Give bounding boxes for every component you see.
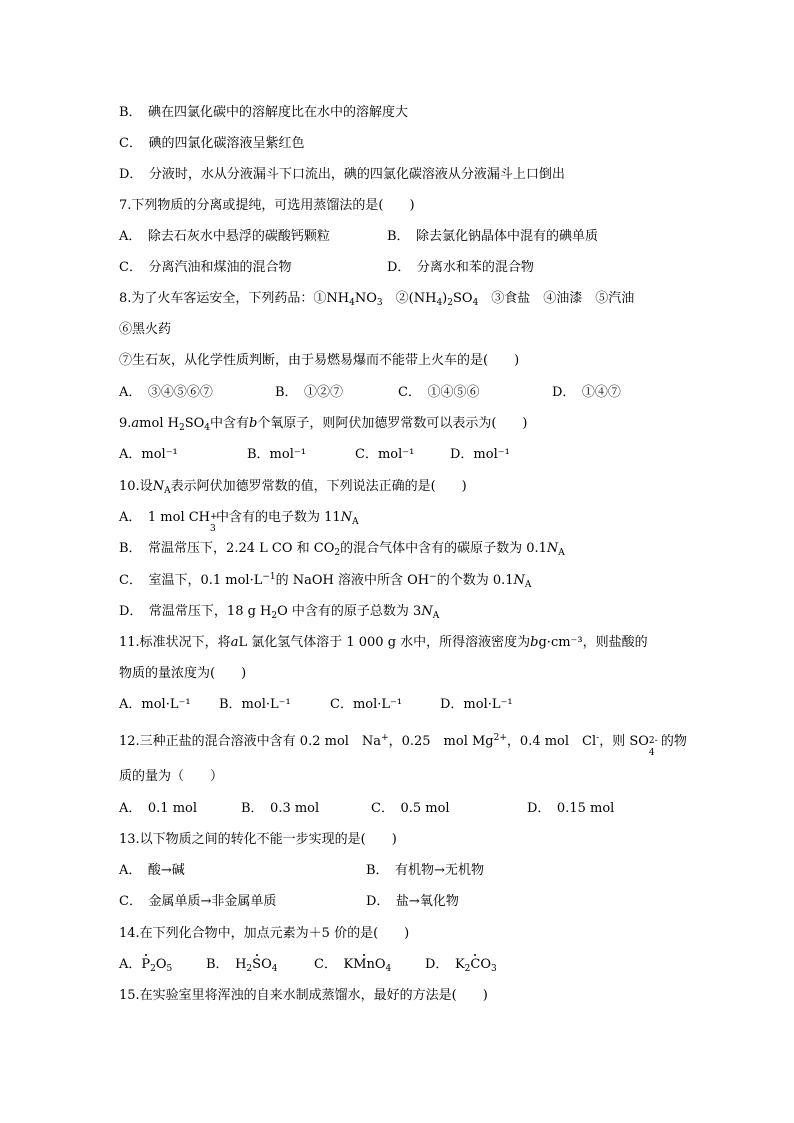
q9-option-d: D．mol⁻¹ [450, 447, 510, 462]
q10-option-a: A． 1 mol CH + 3 中含有的电子数为 $11N_A$ [119, 510, 359, 534]
q12-stem: 12.三种正盐的混合溶液中含有 0.2 mol Na+，0.25 mol $Mg^{2+}$，0.4 mol Cl-，则 SO 2- 4 的物 [119, 733, 687, 758]
q8-option-d: D． ①④⑦ [552, 385, 621, 400]
q10-stem: 10.设$N_A$表示阿伏加德罗常数的值，下列说法正确的是( ) [119, 479, 467, 496]
q11-option-a: A．mol·L⁻¹ [119, 697, 191, 712]
q13-stem: 13.以下物质之间的转化不能一步实现的是( ) [119, 832, 397, 847]
q8-stem-line-2: ⑥黑火药 [119, 322, 172, 337]
q6-option-b: B． 碘在四氯化碳中的溶解度比在水中的溶解度大 [119, 105, 409, 120]
q8-option-c: C． ①④⑤⑥ [398, 385, 480, 400]
q8-option-b: B． ①②⑦ [275, 385, 344, 400]
q6-option-d: D． 分液时，水从分液漏斗下口流出，碘的四氯化碳溶液从分液漏斗上口倒出 [119, 167, 565, 182]
q9-option-c: C．mol⁻¹ [355, 447, 415, 462]
q14-option-a: A．$P_2O_5$ [119, 957, 173, 974]
q8-stem: 8.为了火车客运安全，下列药品：$①NH_4NO_3$ $②(NH_4)_2SO_4$ ③食盐 ④油漆 ⑤汽油 [119, 291, 635, 308]
q11-option-d: D．mol·L⁻¹ [440, 697, 513, 712]
q8-option-a: A． ③④⑤⑥⑦ [119, 385, 213, 400]
q11-option-b: B．mol·L⁻¹ [219, 697, 291, 712]
q15-stem: 15.在实验室里将浑浊的自来水制成蒸馏水，最好的方法是( ) [119, 988, 488, 1003]
q14-option-d: D． $K_2CO_3$ [425, 957, 497, 974]
q14-option-c: C． KMnO$_4$ [314, 957, 392, 974]
q13-option-d: D． 盐→氧化物 [366, 894, 459, 909]
q8-stem-line-3: ⑦生石灰，从化学性质判断，由于易燃易爆而不能带上火车的是( ) [119, 353, 520, 368]
q7-option-d: D． 分离水和苯的混合物 [387, 260, 534, 275]
q10-option-b: B． 常温常压下，2.24 L CO 和 $CO_2$的混合气体中含有的碳原子数为 $0.1N_A$ [119, 541, 565, 558]
q9-option-b: B．mol⁻¹ [247, 447, 306, 462]
q7-option-c: C． 分离汽油和煤油的混合物 [119, 260, 292, 275]
q13-option-a: A． 酸→碱 [119, 863, 185, 878]
q11-option-c: C．mol·L⁻¹ [330, 697, 403, 712]
q12-option-a: A． 0.1 mol [119, 801, 198, 816]
q10-option-d: D． 常温常压下，18 g $H_2O$ 中含有的原子总数为 $3N_A$ [119, 604, 440, 621]
q12-option-c: C． 0.5 mol [371, 801, 450, 816]
q7-stem: 7.下列物质的分离或提纯，可选用蒸馏法的是( ) [119, 198, 415, 213]
q6-option-c: C． 碘的四氯化碳溶液呈紫红色 [119, 136, 305, 151]
q14-option-b: B． $H_2SO_4$ [206, 957, 278, 974]
q9-option-a: A．mol⁻¹ [119, 447, 178, 462]
q13-option-c: C． 金属单质→非金属单质 [119, 894, 277, 909]
q7-option-a: A． 除去石灰水中悬浮的碳酸钙颗粒 [119, 229, 330, 244]
q14-stem: 14.在下列化合物中，加点元素为＋5 价的是( ) [119, 926, 410, 941]
q7-option-b: B． 除去氯化钠晶体中混有的碘单质 [387, 229, 599, 244]
q9-stem: 9.amol $H_2SO_4$中含有b个氧原子，则阿伏加德罗常数可以表示为( ) [119, 416, 528, 433]
q10-option-c: C． 室温下，0.1 $mol\cdot L^{-1}$的 NaOH 溶液中所含 OH−的个数为 $0.1N_A$ [119, 572, 532, 590]
q13-option-b: B． 有机物→无机物 [366, 863, 484, 878]
q12-option-b: B． 0.3 mol [241, 801, 320, 816]
q12-stem-line-2: 质的量为（ ） [119, 769, 224, 784]
q12-option-d: D． 0.15 mol [527, 801, 615, 816]
q11-stem-line-2: 物质的量浓度为( ) [119, 666, 247, 681]
q11-stem: 11.标准状况下，将aL 氯化氢气体溶于 1 000 g 水中，所得溶液密度为bg·cm⁻³，则盐酸的 [119, 635, 648, 650]
